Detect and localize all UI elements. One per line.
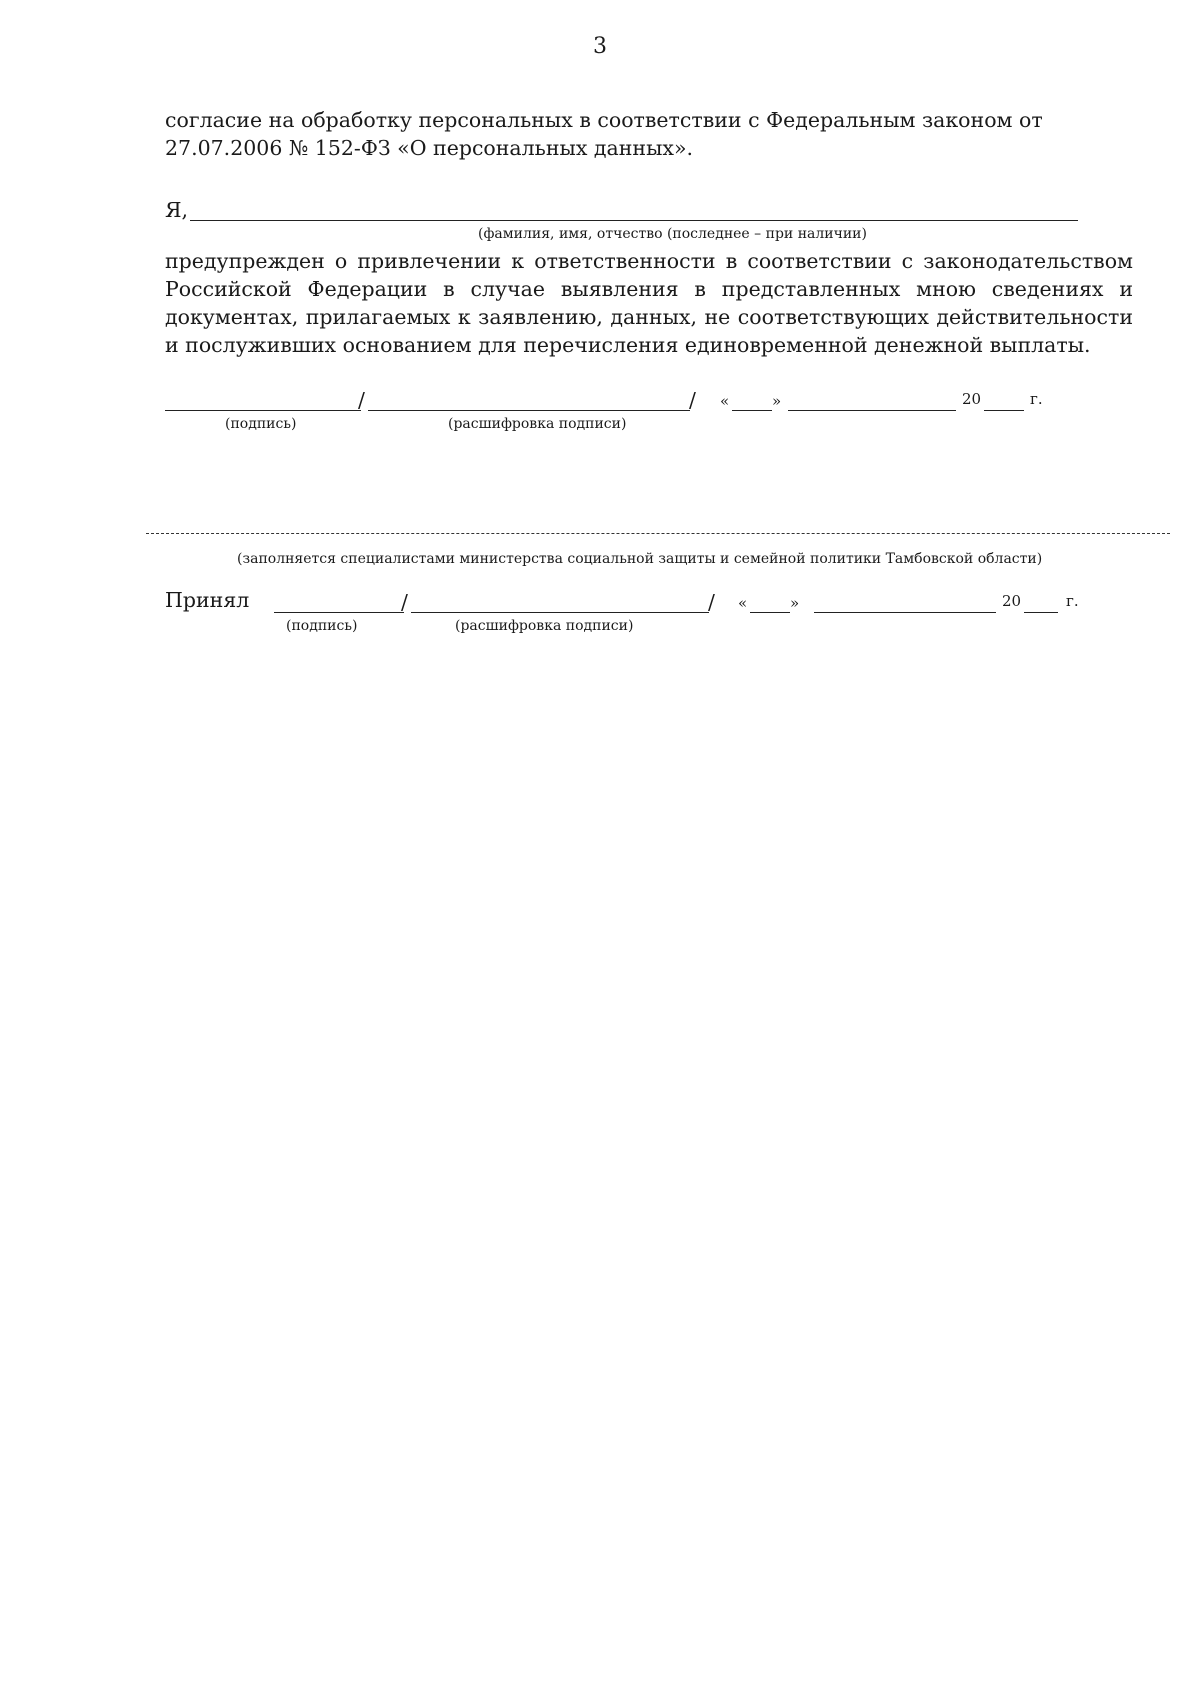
official-decoding-caption: (расшифровка подписи) bbox=[455, 618, 634, 634]
official-decoding-field[interactable] bbox=[411, 612, 709, 613]
accepted-label: Принял bbox=[165, 588, 250, 612]
official-year-suffix: г. bbox=[1066, 592, 1079, 610]
applicant-decoding-caption: (расшифровка подписи) bbox=[448, 416, 627, 432]
applicant-prefix: Я, bbox=[165, 198, 189, 222]
consent-paragraph: согласие на обработку персональных в соответствии с Федеральным законом от 27.07.2006 № 152-ФЗ «О персональных данных». bbox=[165, 108, 1043, 160]
applicant-day-field[interactable] bbox=[732, 410, 772, 411]
official-close-quote: » bbox=[790, 594, 800, 612]
official-month-field[interactable] bbox=[814, 612, 996, 613]
applicant-signature-caption: (подпись) bbox=[225, 416, 297, 432]
official-section-note: (заполняется специалистами министерства социальной защиты и семейной политики Тамбовской области) bbox=[237, 551, 1043, 567]
official-signature-caption: (подпись) bbox=[286, 618, 358, 634]
applicant-close-quote: » bbox=[772, 392, 782, 410]
cut-line bbox=[146, 533, 1170, 534]
applicant-name-field[interactable] bbox=[190, 220, 1078, 221]
official-day-field[interactable] bbox=[750, 612, 790, 613]
applicant-year-field[interactable] bbox=[984, 410, 1024, 411]
official-slash-1: / bbox=[401, 590, 408, 614]
applicant-month-field[interactable] bbox=[788, 410, 956, 411]
official-year-prefix: 20 bbox=[1002, 592, 1022, 610]
applicant-year-suffix: г. bbox=[1030, 390, 1043, 408]
applicant-decoding-field[interactable] bbox=[368, 410, 690, 411]
applicant-name-caption: (фамилия, имя, отчество (последнее – при наличии) bbox=[478, 226, 867, 242]
official-signature-field[interactable] bbox=[274, 612, 404, 613]
applicant-year-prefix: 20 bbox=[962, 390, 982, 408]
applicant-slash-1: / bbox=[358, 388, 365, 412]
warning-paragraph: предупрежден о привлечении к ответственности в соответствии с законодательством Российской Федерации в случае выявления в представленных мною сведениях и документах, прилагаемых к заявлению, данных, не соответствующих действительности и послуживших основанием для перечисления единовременной денежной выплаты. bbox=[165, 249, 1133, 357]
page-number: 3 bbox=[593, 34, 607, 59]
applicant-slash-2: / bbox=[689, 388, 696, 412]
applicant-open-quote: « bbox=[720, 392, 730, 410]
official-open-quote: « bbox=[738, 594, 748, 612]
official-year-field[interactable] bbox=[1024, 612, 1058, 613]
applicant-signature-field[interactable] bbox=[165, 410, 361, 411]
official-slash-2: / bbox=[708, 590, 715, 614]
